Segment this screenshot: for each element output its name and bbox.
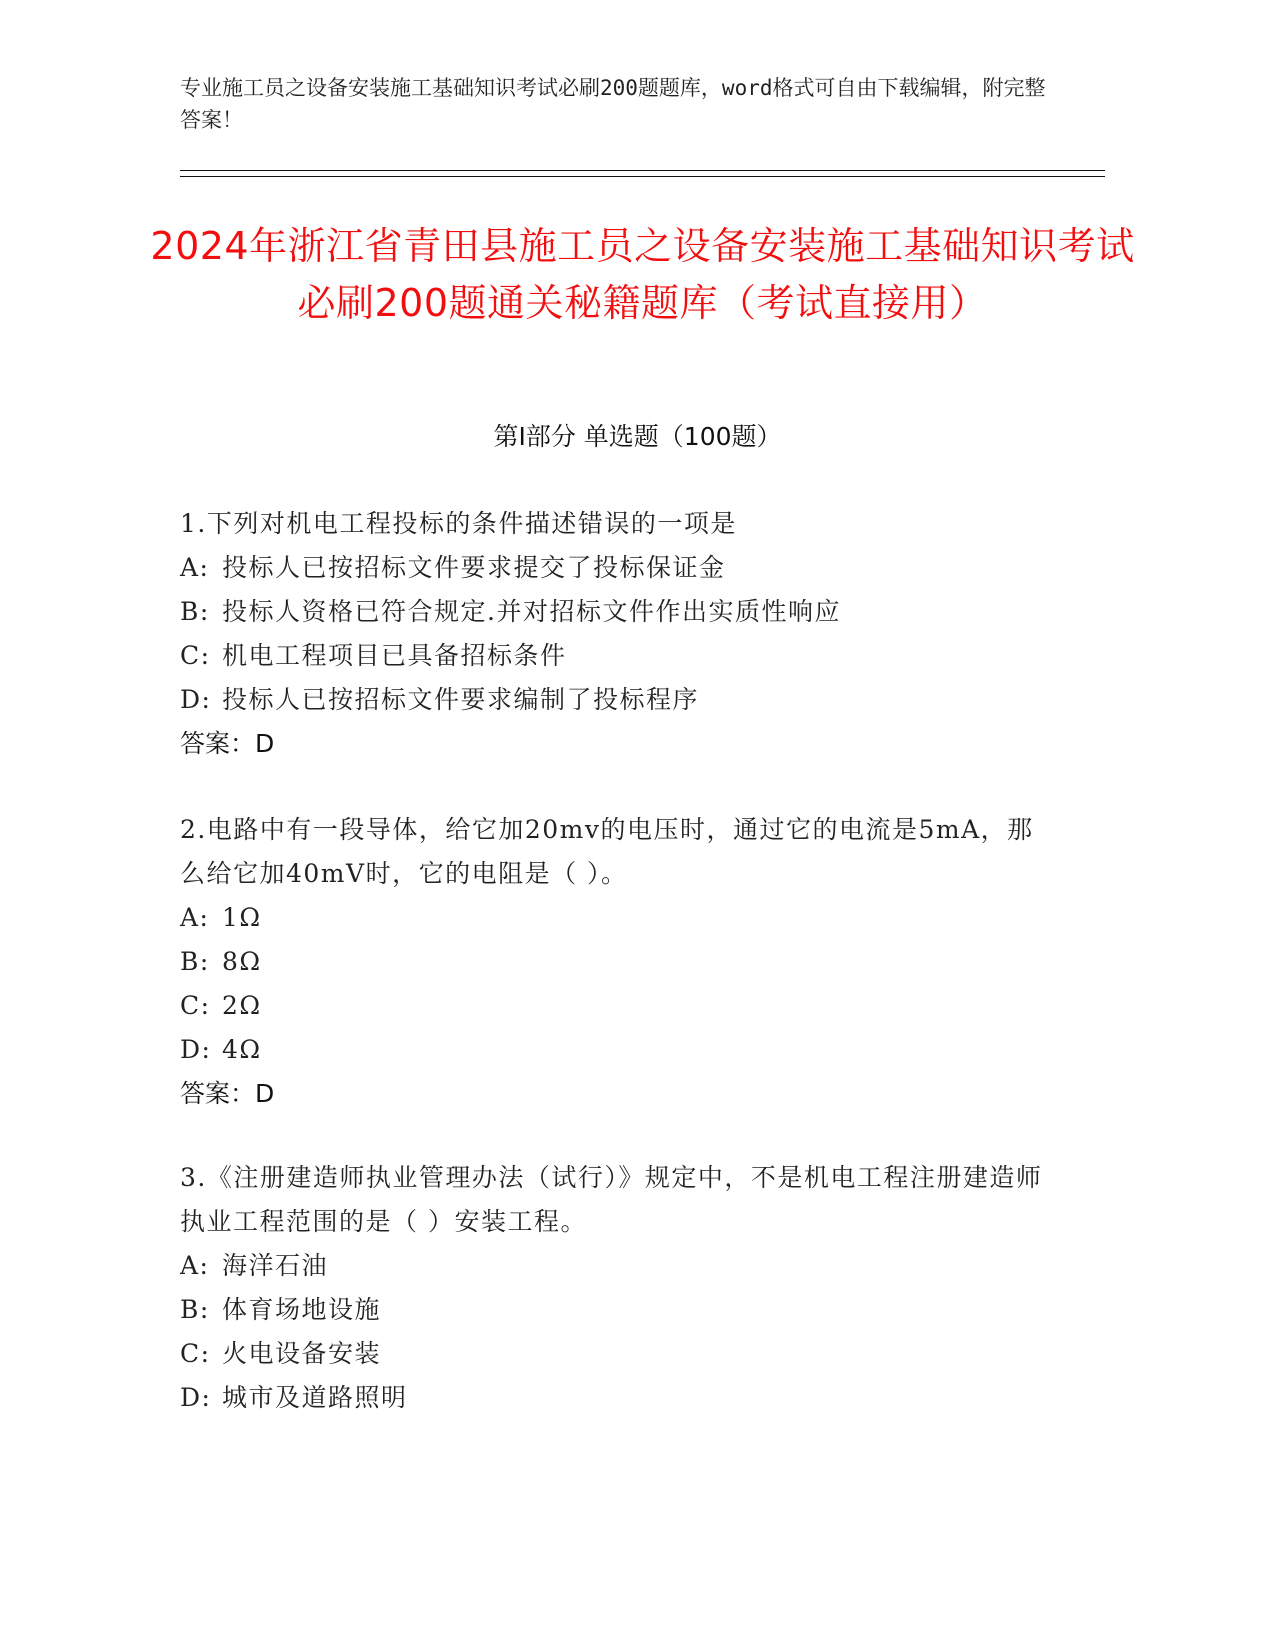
option-c: [180, 1332, 1060, 1376]
option-d: [180, 678, 1060, 722]
option-a: [180, 896, 1060, 940]
option-b: [180, 940, 1060, 984]
header-divider-top: [180, 170, 1105, 171]
question-3: [180, 1156, 1060, 1420]
option-text: 机电工程项目已具备招标条件: [222, 641, 567, 670]
question-1: [180, 502, 1060, 766]
answer-line: 答案：D: [180, 1079, 275, 1108]
option-a: [180, 546, 1060, 590]
option-letter: B:: [180, 947, 210, 976]
option-c: [180, 984, 1060, 1028]
option-text: 4Ω: [222, 1035, 262, 1064]
header-note: 专业施工员之设备安装施工基础知识考试必刷200题题库，word格式可自由下载编辑，附完整答案！: [180, 76, 1046, 132]
option-text: 海洋石油: [222, 1251, 329, 1280]
document-title: 2024年浙江省青田县施工员之设备安装施工基础知识考试必刷200题通关秘籍题库（考试直接用）: [150, 224, 1135, 325]
option-text: 体育场地设施: [222, 1295, 382, 1324]
option-letter: A:: [180, 1251, 210, 1280]
option-b: [180, 1288, 1060, 1332]
option-letter: A:: [180, 903, 210, 932]
answer-line: 答案：D: [180, 729, 275, 758]
option-letter: B:: [180, 1295, 210, 1324]
question-2: [180, 808, 1060, 1116]
option-text: 投标人已按招标文件要求编制了投标程序: [222, 685, 700, 714]
question-stem: 1.下列对机电工程投标的条件描述错误的一项是: [180, 509, 737, 538]
option-letter: A:: [180, 553, 210, 582]
option-c: [180, 634, 1060, 678]
option-d: [180, 1028, 1060, 1072]
option-letter: D:: [180, 1035, 212, 1064]
option-letter: D:: [180, 1383, 212, 1412]
option-text: 火电设备安装: [222, 1339, 382, 1368]
option-letter: C:: [180, 1339, 211, 1368]
option-letter: B:: [180, 597, 210, 626]
option-letter: C:: [180, 991, 211, 1020]
option-d: [180, 1376, 1060, 1420]
option-text: 8Ω: [222, 947, 262, 976]
option-letter: D:: [180, 685, 212, 714]
section-heading: 第Ⅰ部分 单选题（100题）: [493, 422, 782, 451]
option-a: [180, 1244, 1060, 1288]
option-b: [180, 590, 1060, 634]
question-stem: 3.《注册建造师执业管理办法（试行）》规定中，不是机电工程注册建造师执业工程范围的是（ ）安装工程。: [180, 1163, 1043, 1236]
header-divider-bottom: [180, 176, 1105, 177]
option-text: 2Ω: [222, 991, 262, 1020]
option-text: 1Ω: [222, 903, 262, 932]
option-text: 城市及道路照明: [222, 1383, 408, 1412]
option-letter: C:: [180, 641, 211, 670]
question-stem: 2.电路中有一段导体，给它加20mv的电压时，通过它的电流是5mA，那么给它加40mV时，它的电阻是（ ）。: [180, 815, 1034, 888]
option-text: 投标人资格已符合规定.并对招标文件作出实质性响应: [222, 597, 841, 626]
option-text: 投标人已按招标文件要求提交了投标保证金: [222, 553, 726, 582]
